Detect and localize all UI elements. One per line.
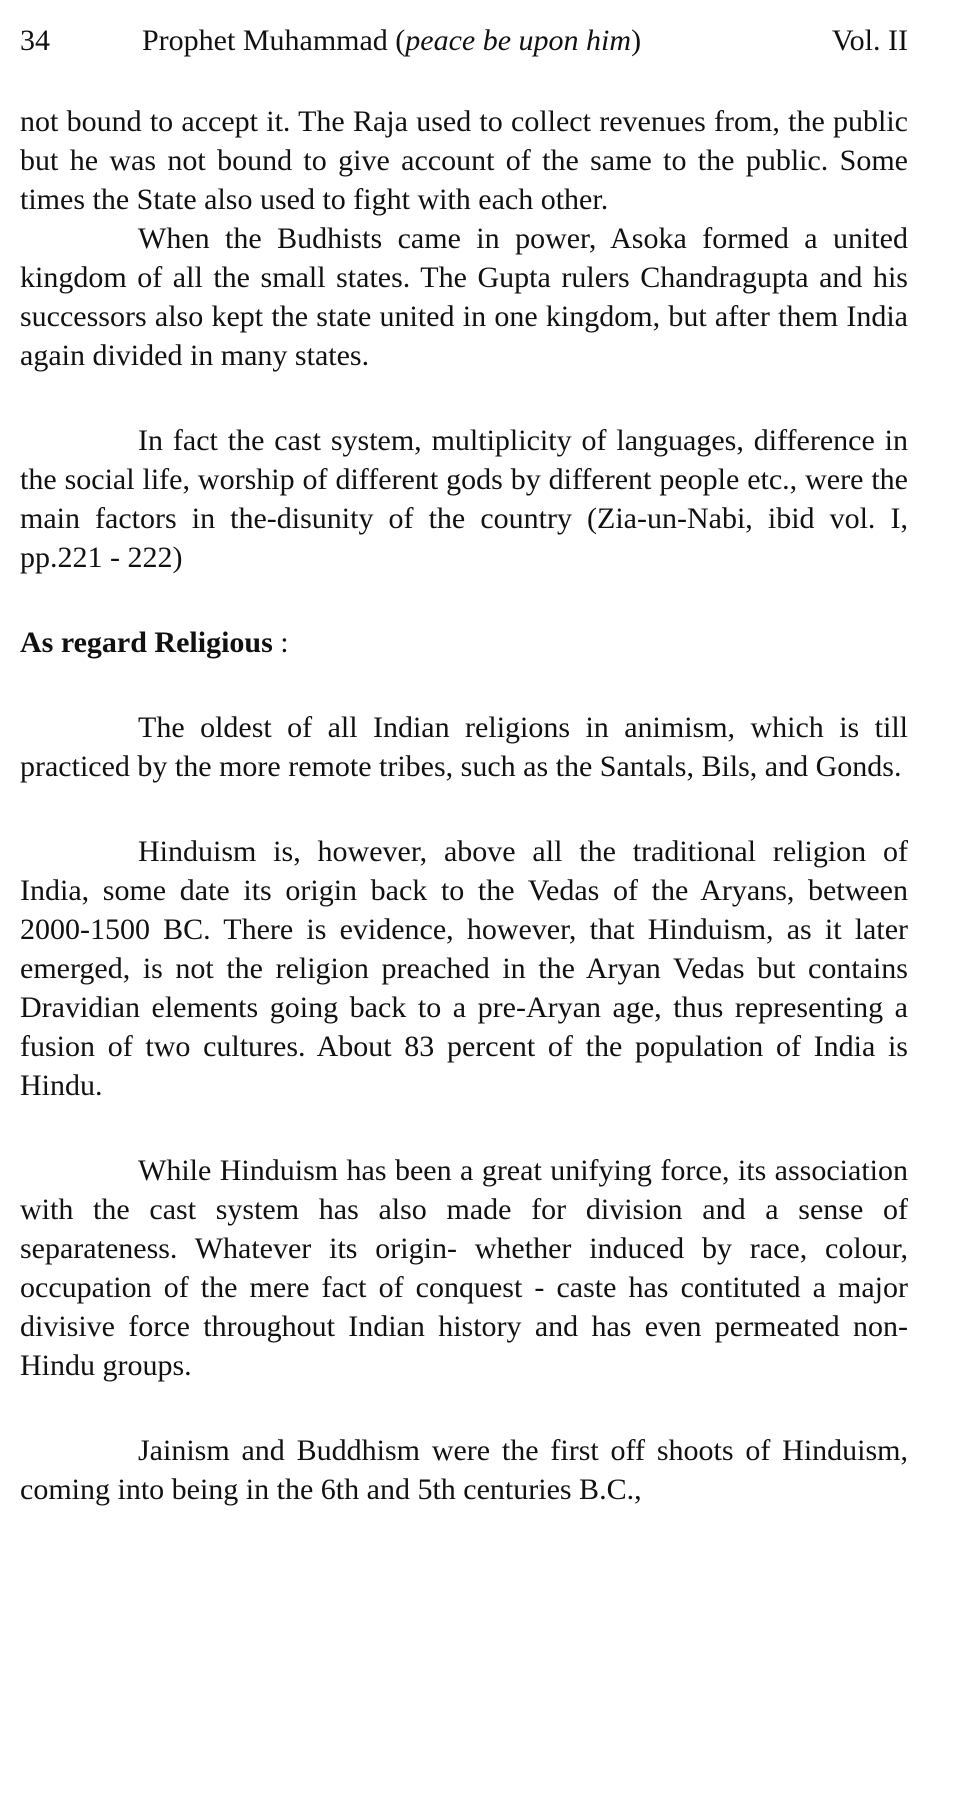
volume-label: Vol. II — [831, 24, 908, 57]
paragraph-budhists: When the Budhists came in power, Asoka formed a united kingdom of all the small states. The Gupta rulers Chandragupta and his successors also kept the state united in one kingdom, but after them India again divided in many states. — [20, 222, 908, 372]
paragraph-hinduism: Hinduism is, however, above all the traditional religion of India, some date its origin back to the Vedas of the Aryans, between 2000-1500 BC. There is evidence, however, that Hinduism, as it later emerged, is not the religion preached in the Aryan Vedas but contains Dravidian elements going back to a pre-Aryan age, thus representing a fusion of two cultures. About 83 percent of the population of India is Hindu. — [20, 835, 908, 1102]
section-heading-colon: : — [272, 626, 289, 659]
paragraph-animism: The oldest of all Indian religions in animism, which is till practiced by the more remote tribes, such as the Santals, Bils, and Gonds. — [20, 711, 908, 783]
book-title-italic: peace be upon him — [405, 24, 632, 57]
section-heading — [20, 623, 908, 662]
section-heading-text: As regard Religious — [20, 626, 273, 659]
paragraph-continuation: not bound to accept it. The Raja used to collect revenues from, the public but he was not bound to give account of the same to the public. Some times the State also used to fight with each other. — [20, 105, 908, 216]
paragraph-caste-division: While Hinduism has been a great unifying force, its association with the cast system has also made for division and a sense of separateness. Whatever its origin- whether induced by race, colour, occupation of the mere fact of conquest - caste has contituted a major divisive force throughout Indian history and has even permeated non-Hindu groups. — [20, 1154, 908, 1382]
book-title-main: Prophet Muhammad ( — [142, 24, 406, 57]
book-title-close: ) — [631, 24, 642, 57]
paragraph-cast-system: In fact the cast system, multiplicity of languages, difference in the social life, worship of different gods by different people etc., were the main factors in the-disunity of the country (Zia-un-Nabi, ibid vol. I, pp.221 - 222) — [20, 424, 908, 574]
page-number: 34 — [20, 24, 50, 57]
book-title — [142, 18, 641, 64]
paragraph-jainism: Jainism and Buddhism were the first off shoots of Hinduism, coming into being in the 6th and 5th centuries B.C., — [20, 1434, 908, 1506]
running-header — [20, 18, 908, 64]
body-text — [20, 102, 908, 1509]
